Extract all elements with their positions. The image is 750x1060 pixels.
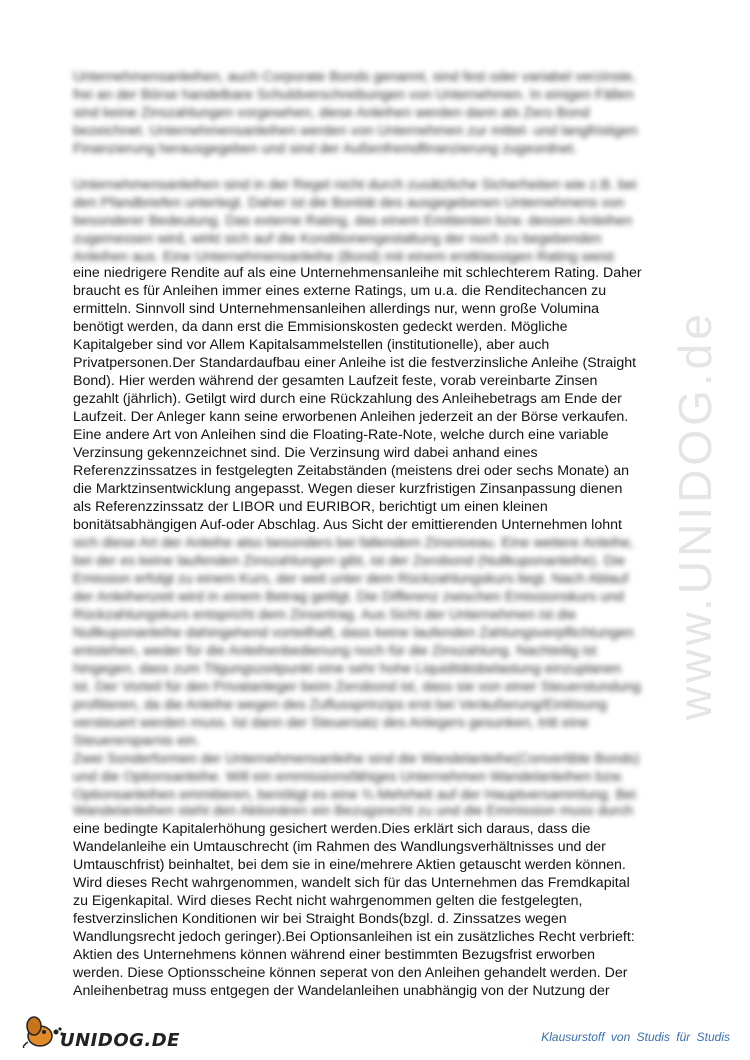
text-line: Wird dieses Recht wahrgenommen, wandelt sich für das Unternehmen das Fremdkapital — [73, 875, 630, 891]
blurred-line: Unternehmensanleihen sind in der Regel nicht durch zusätzliche Sicherheiten wie z.B. bei — [73, 177, 637, 193]
text-line: als Referenzzinssatz der LIBOR und EURIBOR, berichtigt um einen kleinen — [73, 499, 548, 515]
blurred-line: Wandelanleihen steht den Aktionären ein Bezugsrecht zu und die Emmission muss durch — [73, 803, 634, 819]
blurred-line: Emission erfolgt zu einem Kurs, der weit unter dem Rückzahlungskurs liegt. Nach Ablauf — [73, 571, 629, 587]
text-line: benötigt werden, da dann erst die Emmisionskosten gedeckt werden. Mögliche — [73, 319, 568, 335]
blurred-line: Steuerersparnis ein. — [73, 733, 200, 749]
blurred-line: entstehen, weder für die Anleihenbedienung noch für die Zinszahlung. Nachteilig ist — [73, 643, 597, 659]
blurred-line: hingegen, dass zum Tilgungszeitpunkt eine sehr hohe Liquiditätsbelastung einzuplanen — [73, 661, 622, 677]
text-line: Referenzzinssatzes in festgelegten Zeitabständen (meistens drei oder sechs Monate) an — [73, 463, 629, 479]
blurred-line: Unternehmensanleihen, auch Corporate Bonds genannt, sind fest oder variabel verzinste, — [73, 69, 637, 85]
text-line: Laufzeit. Der Anleger kann seine erworbenen Anleihen jederzeit an der Börse verkaufen. — [73, 409, 629, 425]
footer-tagline: Klausurstoff von Studis für Studis — [541, 1030, 730, 1044]
text-line: Eine andere Art von Anleihen sind die Floating-Rate-Note, welche durch eine variable — [73, 427, 609, 443]
text-line: eine niedrigere Rendite auf als eine Unternehmensanleihe mit schlechterem Rating. Daher — [73, 265, 642, 281]
text-line: werden. Diese Optionsscheine können seperat von den Anleihen gehandelt werden. Der — [73, 965, 628, 981]
blurred-line: sich diese Art der Anleihe also besonders bei fallendem Zinsniveau. Eine weitere Anleihe, — [73, 535, 634, 551]
text-line: zu Eigenkapital. Wird dieses Recht nicht wahrgenommen gelten die festgelegten, — [73, 893, 583, 909]
text-line: festverzinslichen Konditionen wir bei Straight Bonds(bzgl. d. Zinssatzes wegen — [73, 911, 567, 927]
blurred-line: Finanzierung herausgegeben und sind der Außenfremdfinanzierung zugeordnet. — [73, 141, 578, 157]
blurred-line: Zwei Sonderformen der Unternehmensanleihe sind die Wandelanleihe(Convertible Bonds) — [73, 751, 640, 767]
blurred-line: zugemessen wird, wirkt sich auf die Konditionengestaltung der noch zu begebenden — [73, 231, 602, 247]
text-line: Aktien des Unternehmens können während einer bestimmten Bezugsfrist erworben — [73, 947, 596, 963]
text-line: bonitätsabhängigen Auf-oder Abschlag. Aus Sicht der emittierenden Unternehmen lohnt — [73, 517, 622, 533]
logo-text: UNIDOG.DE — [60, 1030, 180, 1051]
text-line: Wandelanleihe ein Umtauschrecht (im Rahmen des Wandlungsverhältnisses und der — [73, 839, 606, 855]
watermark-text: www.UNIDOG.de — [669, 310, 721, 720]
blurred-line: besonderer Bedeutung. Das externe Rating, das einem Emittenten bzw. dessen Anleihen — [73, 213, 633, 229]
text-line: Anleihenbetrag muss entgegen der Wandelanleihen unabhängig von der Nutzung der — [73, 983, 610, 999]
blurred-line: bei der es keine laufenden Zinszahlungen gibt, ist der Zerobond (Nullkuponanleihe). Die — [73, 553, 626, 569]
blurred-line: frei an der Börse handelbare Schuldverschreibungen von Unternehmen. In einigen Fällen — [73, 87, 634, 103]
blurred-line: der Anleihenzeit wird in einem Betrag getilgt. Die Differenz zwischen Emissionskurs und — [73, 589, 624, 605]
blurred-line: ist. Der Vorteil für den Privatanleger beim Zerobond ist, dass sie von einer Steuerstundung — [73, 679, 641, 695]
text-line: Verzinsung gekennzeichnet sind. Die Verzinsung wird dabei anhand eines — [73, 445, 538, 461]
blurred-line: Nullkuponanleihe dahingehend vorteilhaft, dass keine laufenden Zahlungsverpflichtungen — [73, 625, 634, 641]
blurred-line: Anleihen aus. Eine Unternehmensanleihe (Bond) mit einem erstklassigen Rating weist — [73, 249, 614, 265]
blurred-line: den Pfandbriefen unterlegt. Daher ist die Bonität des ausgegebenen Unternehmens von — [73, 195, 625, 211]
blurred-line: Optionsanleihen emmitieren, benötigt es eine ¾ Mehrheit auf der Hauptversammlung. Bei — [73, 787, 637, 803]
blurred-line: profitieren, da die Anleihe wegen des Zuflussprinzips erst bei Veräußerung/Einlösung — [73, 697, 607, 713]
text-line: Bond). Hier werden während der gesamten Laufzeit feste, vorab vereinbarte Zinsen — [73, 373, 598, 389]
text-line: Kapitalgeber sind vor Allem Kapitalsammelstellen (institutionelle), aber auch — [73, 337, 550, 353]
text-line: gezahlt (jährlich). Getilgt wird durch eine Rückzahlung des Anleihebetrags am Ende der — [73, 391, 622, 407]
text-line: Privatpersonen.Der Standardaufbau einer Anleihe ist die festverzinsliche Anleihe (Straight — [73, 355, 637, 371]
blurred-line: bezeichnet. Unternehmensanleihen werden von Unternehmen zur mittel- und langfristigen — [73, 123, 638, 139]
text-line: ermitteln. Sinnvoll sind Unternehmensanleihen allerdings nur, wenn große Volumina — [73, 301, 600, 317]
text-line: eine bedingte Kapitalerhöhung gesichert werden.Dies erklärt sich daraus, dass die — [73, 821, 591, 837]
blurred-line: und die Optionsanleihe. Will ein emmissionsfähiges Unternehmen Wandelanleihen bzw. — [73, 769, 624, 785]
text-line: Umtauschfrist) beinhaltet, bei dem sie in eine/mehrere Aktien getauscht werden können. — [73, 857, 626, 873]
blurred-line: versteuert werden muss. Ist dann der Steuersatz des Anlegers gesunken, tritt eine — [73, 715, 589, 731]
text-line: die Marktzinsentwicklung angepasst. Wegen dieser kurzfristigen Zinsanpassung dienen — [73, 481, 623, 497]
blurred-line: Rückzahlungskurs entspricht dem Zinsertrag. Aus Sicht der Unternehmen ist die — [73, 607, 577, 623]
blurred-line: sind keine Zinszahlungen vorgesehen, diese Anleihen werden dann als Zero Bond — [73, 105, 590, 121]
text-line: Wandlungsrecht jedoch geringer).Bei Optionsanleihen ist ein zusätzliches Recht verbrieft: — [73, 929, 635, 945]
text-line: braucht es für Anleihen immer eines externe Ratings, um u.a. die Renditechancen zu — [73, 283, 607, 299]
